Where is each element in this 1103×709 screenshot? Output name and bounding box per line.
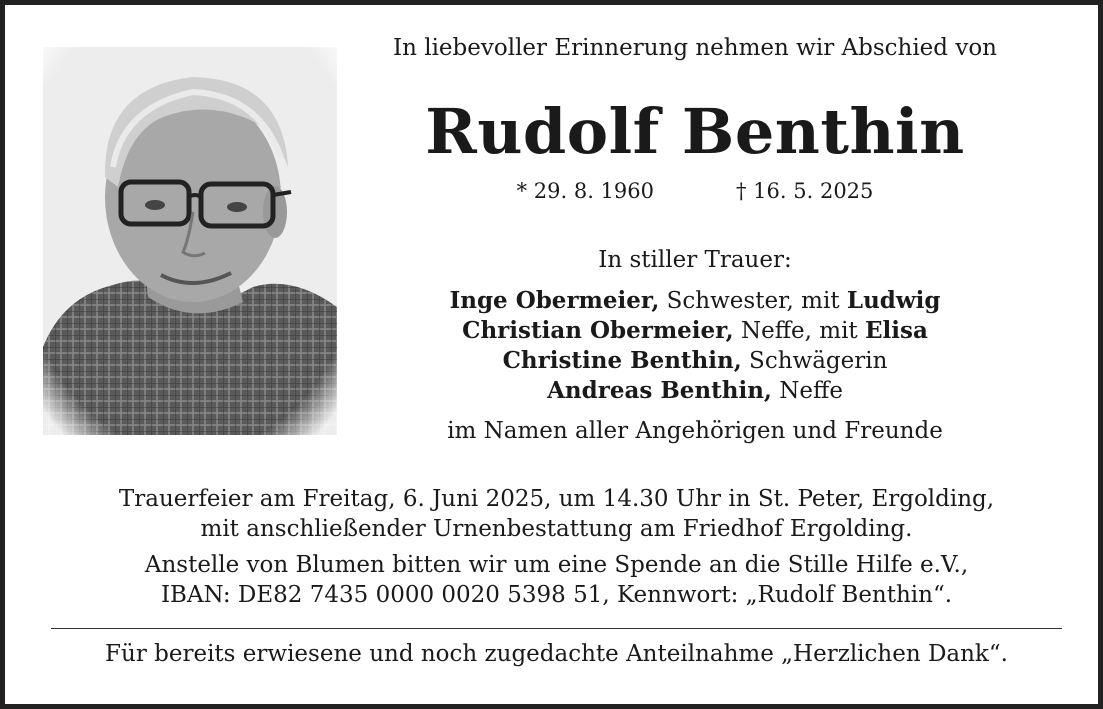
mourner-relation: Neffe, mit [733, 318, 865, 344]
mourner-name: Christine Benthin, [502, 347, 742, 374]
donation-info [35, 550, 1078, 610]
death-date: † 16. 5. 2025 [736, 179, 874, 203]
life-dates [445, 179, 945, 203]
on-behalf-text: im Namen aller Angehörigen und Freunde [447, 418, 943, 444]
mourner-name: Christian Obermeier, [462, 317, 734, 344]
mourner-name: Inge Obermeier, [449, 287, 660, 314]
mourner-relation: Schwester, mit [659, 288, 847, 314]
divider [51, 628, 1062, 629]
mourner-name: Andreas Benthin, [547, 377, 772, 404]
funeral-service-info [35, 484, 1078, 544]
mourner-relation: Schwägerin [741, 348, 888, 374]
donation-line: Anstelle von Blumen bitten wir um eine Spende an die Stille Hilfe e.V., [144, 552, 969, 578]
birth-date: * 29. 8. 1960 [516, 179, 654, 203]
mourner-line [345, 286, 1045, 316]
mourner-partner: Ludwig [846, 287, 941, 314]
mourner-relation: Neffe [771, 378, 843, 404]
donation-line: IBAN: DE82 7435 0000 0020 5398 51, Kennwort: „Rudolf Benthin“. [160, 582, 953, 608]
mourner-line [345, 316, 1045, 346]
mourner-partner: Elisa [864, 317, 928, 344]
mourning-label: In stiller Trauer: [598, 247, 792, 273]
service-line: Trauerfeier am Freitag, 6. Juni 2025, um 14.30 Uhr in St. Peter, Ergolding, [118, 486, 995, 512]
service-line: mit anschließender Urnenbestattung am Friedhof Ergolding. [200, 516, 913, 542]
mourner-line [345, 346, 1045, 376]
portrait-photo [43, 47, 337, 435]
mourner-line [345, 376, 1045, 406]
intro-text: In liebevoller Erinnerung nehmen wir Abschied von [393, 35, 997, 61]
deceased-name: Rudolf Benthin [425, 95, 965, 168]
mourners-list [345, 286, 1045, 406]
thanks-text: Für bereits erwiesene und noch zugedachte Anteilnahme „Herzlichen Dank“. [105, 641, 1008, 667]
